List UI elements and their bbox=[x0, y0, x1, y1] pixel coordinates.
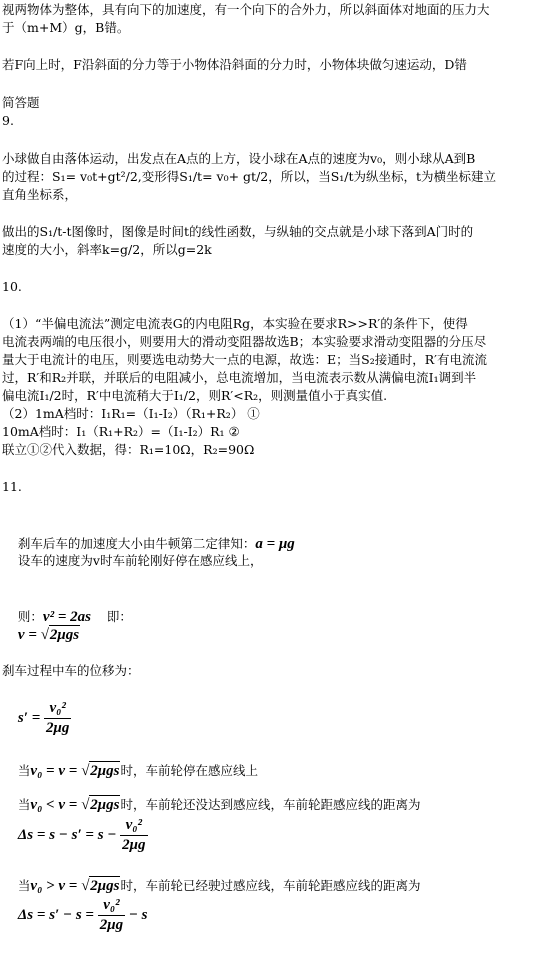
text-line: 当v₀ = v = √2μgs时，车前轮停在感应线上 bbox=[17, 763, 258, 779]
formula: − s bbox=[125, 907, 148, 923]
fraction-denominator: 2μg bbox=[46, 720, 70, 736]
text-line: 做出的S₁/t-t图像时，图像是时间t的线性函数，与纵轴的交点就是小球下落到A门时的 bbox=[2, 224, 474, 239]
text-line: 刹车过程中车的位移为： bbox=[2, 663, 140, 678]
text-line: 当v₀ < v = √2μgs时，车前轮还没达到感应线，车前轮距感应线的距离为 bbox=[17, 797, 421, 813]
radicand: 2μgs bbox=[49, 627, 80, 643]
formula: Δs = s′ − s = bbox=[17, 907, 98, 923]
fraction-numerator: v₀² bbox=[120, 816, 147, 836]
text-segment: 当 bbox=[17, 797, 31, 812]
text-line: 当v₀ > v = √2μgs时，车前轮已经驶过感应线，车前轮距感应线的距离为 bbox=[17, 878, 421, 894]
text-line: 的过程：S₁= v₀t+gt²/2,变形得S₁/t= v₀+ gt/2，所以，当S₁/t为纵坐标，t为横坐标建立 bbox=[2, 169, 497, 184]
question-number: 9. bbox=[2, 113, 14, 128]
text-line: 视两物体为整体，具有向下的加速度，有一个向下的合外力，所以斜面体对地面的压力大 bbox=[2, 2, 490, 17]
text-line: 量大于电流计的电压，则要选电动势大一点的电源，故选：E；当S₂接通时，R′有电流流 bbox=[2, 352, 487, 367]
text-line: 若F向上时，F沿斜面的分力等于小物体沿斜面的分力时，小物体块做匀速运动，D错 bbox=[2, 57, 467, 72]
text-segment: 当 bbox=[17, 878, 31, 893]
text-line: 设车的速度为v时车前轮刚好停在感应线上， bbox=[2, 553, 263, 568]
fraction-numerator: v₀² bbox=[44, 699, 71, 719]
fraction-numerator: v₀² bbox=[98, 896, 125, 916]
section-heading: 简答题 bbox=[2, 95, 40, 110]
text-line: 联立①②代入数据，得：R₁=10Ω，R₂=90Ω bbox=[2, 442, 255, 457]
text-line: 过，R′和R₂并联，并联后的电阻减小，总电流增加，当电流表示数从满偏电流I₁调到半 bbox=[2, 370, 477, 385]
text-segment: 时，车前轮停在感应线上 bbox=[120, 763, 258, 778]
text-line: 10mA档时：I₁（R₁+R₂）=（I₁-I₂）R₁ ② bbox=[2, 424, 240, 439]
formula: Δs = s − s′ = s − bbox=[17, 827, 121, 843]
formula: v₀ < v = bbox=[30, 797, 82, 813]
question-number: 11. bbox=[2, 479, 22, 494]
formula-line bbox=[2, 877, 148, 954]
formula: v₀ = v = bbox=[30, 763, 82, 779]
text-line: 直角坐标系， bbox=[2, 187, 78, 202]
formula: v = bbox=[17, 627, 41, 643]
text-line: 小球做自由落体运动，出发点在A点的上方，设小球在A点的速度为v₀，则小球从A到B bbox=[2, 151, 476, 166]
text-segment: 当 bbox=[17, 763, 31, 778]
text-line: 于（m+M）g，B错。 bbox=[2, 20, 130, 35]
formula: a = μg bbox=[255, 536, 295, 552]
radicand: 2μgs bbox=[90, 797, 120, 813]
text-line: （1）“半偏电流法”测定电流表G的内电阻Rg，本实验在要求R>>R′的条件下，使得 bbox=[2, 316, 468, 331]
text-line: 偏电流I₁/2时，R′中电流稍大于I₁/2，则R′<R₂，则测量值小于真实值. bbox=[2, 388, 388, 403]
text-line: （2）1mA档时：I₁R₁=（I₁-I₂）（R₁+R₂） ① bbox=[2, 406, 260, 421]
text-segment: 即： bbox=[90, 609, 132, 624]
question-number: 10. bbox=[2, 279, 22, 294]
formula: s′ = bbox=[17, 710, 45, 726]
formula: v₀ > v = bbox=[30, 878, 82, 894]
formula: v² = 2as bbox=[42, 609, 91, 625]
text-segment: 刹车后车的加速度大小由牛顿第二定律知： bbox=[17, 536, 256, 551]
text-line: 电流表两端的电压很小，则要用大的滑动变阻器故选B；本实验要求滑动变阻器的分压尽 bbox=[2, 334, 487, 349]
formula-line: v = √2μgs bbox=[17, 627, 80, 643]
text-line: 速度的大小，斜率k=g/2，所以g=2k bbox=[2, 242, 212, 257]
text-segment: 时，车前轮已经驶过感应线，车前轮距感应线的距离为 bbox=[120, 878, 421, 893]
text-segment: 时，车前轮还没达到感应线，车前轮距感应线的距离为 bbox=[120, 797, 421, 812]
radicand: 2μgs bbox=[90, 878, 120, 894]
radicand: 2μgs bbox=[90, 763, 120, 779]
fraction-denominator: 2μg bbox=[122, 837, 146, 853]
text-segment: 则： bbox=[17, 609, 43, 624]
fraction-denominator: 2μg bbox=[99, 917, 124, 933]
